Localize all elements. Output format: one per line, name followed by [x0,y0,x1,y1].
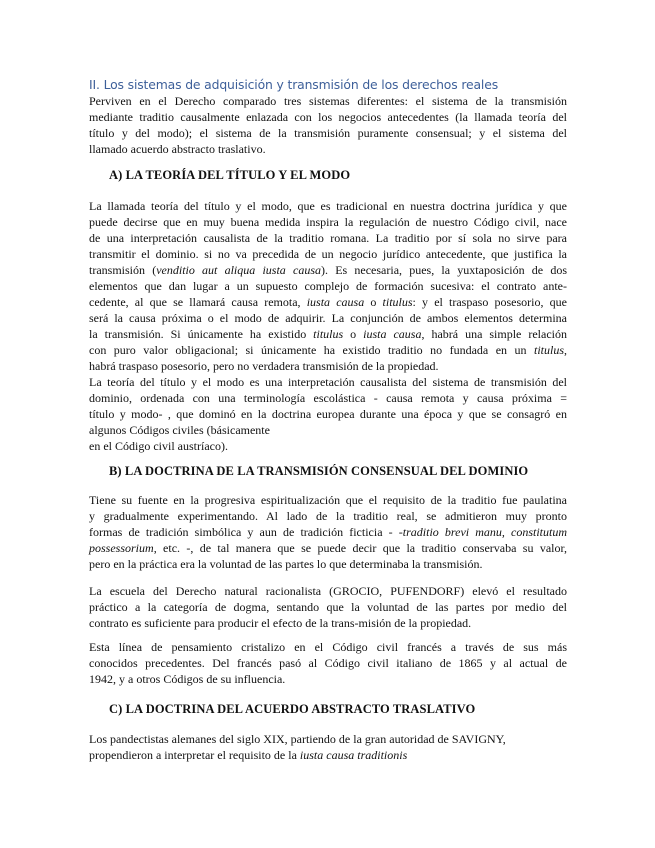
text-line: La llamada teoría del título y el modo, que es tradicional en nuestra doctrina jurídica y que [89,199,567,213]
latin-term: titulus [533,343,564,357]
text-line: contrato es suficiente para producir el efecto de la trans-misión de la propiedad. [89,616,472,630]
latin-term: titulus [313,327,344,341]
section-a-paragraph-1 [89,198,567,374]
text-line: de una interpretación causalista de la traditio romana. La traditio por sí sola no sirve para [89,231,567,245]
text-line: y gradualmente experimentando. Al lado de la traditio real, se admitieron muy pronto [89,509,567,523]
text-line: Esta línea de pensamiento cristalizo en el Código civil francés a través de sus más [89,640,567,654]
section-b-heading: B) LA DOCTRINA DE LA TRANSMISIÓN CONSENSUAL DEL DOMINIO [109,464,529,478]
text-line: conocidos precedentes. Del francés pasó al Código civil italiano de 1865 y al actual de [89,656,567,670]
section-b-paragraph-1 [89,492,567,572]
latin-phrase: iusta causa traditionis [299,748,408,762]
latin-term: iusta causa [306,295,365,309]
text-line: título y modo- , que dominó en la doctrina europea durante una época y que se consagró en [89,407,567,421]
text-line: Los pandectistas alemanes del siglo XIX, partiendo de la gran autoridad de SAVIGNY, [89,732,506,746]
section-c-heading: C) LA DOCTRINA DEL ACUERDO ABSTRACTO TRASLATIVO [109,702,476,716]
latin-term: iusta causa [363,327,422,341]
text-line: llamado acuerdo abstracto traslativo. [89,142,266,156]
section-a-heading: A) LA TEORÍA DEL TÍTULO Y EL MODO [109,168,351,182]
section-c-paragraph-1 [89,731,567,763]
text-line: título y del modo); el sistema de la transmisión puramente consensual; y el sistema del [89,126,567,140]
text-line: transmitir el dominio. si no va precedida de un negocio jurídico antecedente, que justifica la [89,247,567,261]
section-a-paragraph-2 [89,374,567,454]
text-line: algunos Códigos civiles (básicamente [89,423,270,437]
text-line: práctico a la categoría de dogma, sentando que la voluntad de las partes por medio del [89,600,567,614]
latin-phrase: venditio aut aliqua iusta causa [156,263,321,277]
text-line: con puro valor obligacional; si únicamente ha existido traditio no fundada en un titulus, [89,343,567,357]
section-b-paragraph-2 [89,583,567,631]
text-line: cedente, al que se llamará causa remota, iusta causa o titulus: y el traspaso posesorio, que [89,295,567,309]
text-line: possessorium, etc. -, de tal manera que se puede decir que la traditio conservaba su valor, [89,541,567,555]
section-b-paragraph-3 [89,639,567,687]
text-line: pero en la práctica era la voluntad de las partes lo que determinaba la transmisión. [89,557,483,571]
text-line: será la causa próxima o el modo de adquirir. La conjunción de ambos elementos determina [89,311,567,325]
text-line: elementos que dan lugar a un supuesto complejo de formación sucesiva: el contrato ante- [89,279,567,293]
text-line: mediante traditio causalmente enlazada con los negocios antecedentes (la llamada teoría del [89,110,567,124]
text-line: puede decirse que en muy buena medida inspira la regulación de nuestro Código civil, nace [89,215,567,229]
text-line: La escuela del Derecho natural racionalista (GROCIO, PUFENDORF) elevó el resultado [89,584,567,598]
text-line: La teoría del título y el modo es una interpretación causalista del sistema de transmisión del [89,375,567,389]
section-title: II. Los sistemas de adquisición y transmisión de los derechos reales [89,77,498,92]
text-line: 1942, y a otros Códigos de su influencia. [89,672,286,686]
intro-paragraph [89,93,567,157]
latin-phrase: traditio brevi manu, constitutum [402,525,568,539]
text-line: Tiene su fuente en la progresiva espiritualización que el requisito de la traditio fue paulatina [89,493,567,507]
text-line: habrá traspaso posesorio, pero no verdadera transmisión de la propiedad. [89,359,439,373]
latin-term: possessorium [89,541,154,555]
text-line: la transmisión. Si únicamente ha existido titulus o iusta causa, habrá una simple relación [89,327,567,341]
text-line: en el Código civil austríaco). [89,439,228,453]
text-line: formas de tradición simbólica y aun de tradición ficticia - -traditio brevi manu, constitutum [89,525,568,539]
text-line: transmisión (venditio aut aliqua iusta causa). Es necesaria, pues, la yuxtaposición de dos [89,263,567,277]
latin-term: titulus [382,295,413,309]
text-line: propendieron a interpretar el requisito de la iusta causa traditionis [89,748,408,762]
text-line: Perviven en el Derecho comparado tres sistemas diferentes: el sistema de la transmisión [89,94,567,108]
text-line: dominio, ordenada con una terminología escolástica - causa remota y causa próxima = [89,391,567,405]
